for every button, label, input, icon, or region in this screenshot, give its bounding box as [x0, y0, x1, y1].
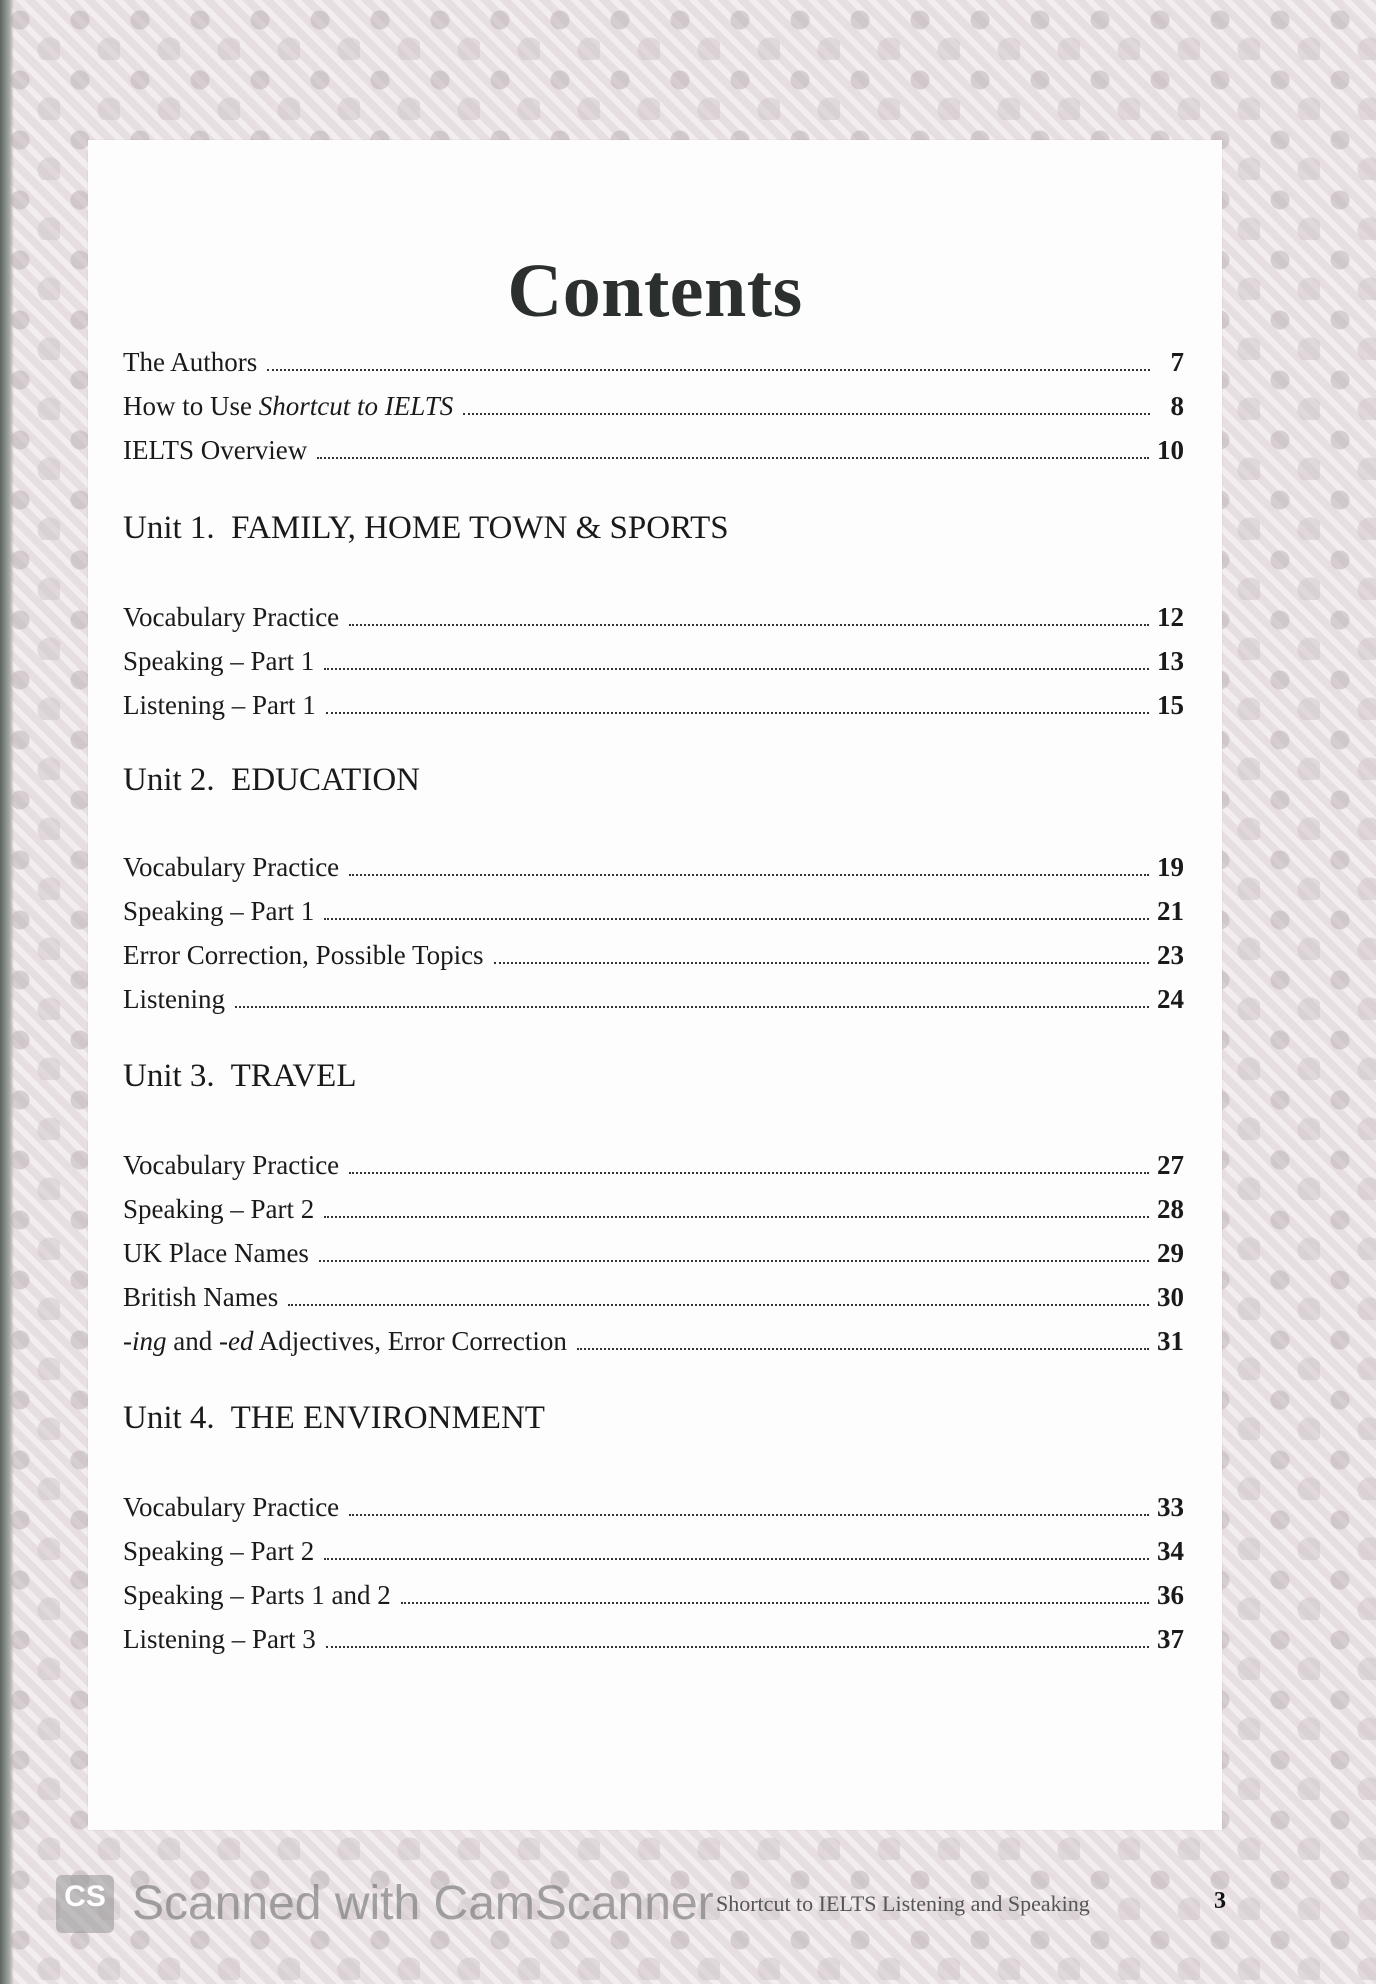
dot-leader	[326, 1645, 1149, 1648]
toc-entry-label: Vocabulary Practice	[123, 602, 340, 632]
toc-page-number: 19	[1157, 852, 1184, 882]
toc-entry-the-authors[interactable]	[123, 347, 1184, 383]
dot-leader	[267, 368, 1150, 371]
toc-entry[interactable]	[123, 1150, 1184, 1186]
toc-entry-label: Vocabulary Practice	[123, 1150, 340, 1180]
dot-leader	[317, 456, 1149, 459]
dot-leader	[326, 711, 1149, 714]
toc-page-number: 27	[1157, 1150, 1184, 1180]
toc-page-number: 8	[1170, 391, 1184, 421]
dot-leader	[288, 1303, 1149, 1306]
unit-name: TRAVEL	[230, 1058, 357, 1094]
dot-leader	[349, 623, 1149, 626]
dot-leader	[235, 1005, 1149, 1008]
italic-suffix: -ed	[218, 1326, 254, 1356]
toc-page-number: 29	[1157, 1238, 1184, 1268]
label-text: How to Use	[123, 391, 259, 421]
toc-entry-label: UK Place Names	[123, 1238, 309, 1268]
unit-name: EDUCATION	[231, 762, 420, 798]
unit-4-heading	[123, 1400, 545, 1437]
unit-2-heading	[123, 762, 420, 799]
toc-entry-label: IELTS Overview	[123, 435, 308, 465]
toc-entry-label: Speaking – Parts 1 and 2	[123, 1580, 391, 1610]
toc-entry[interactable]	[123, 1238, 1184, 1274]
toc-entry[interactable]	[123, 690, 1184, 726]
label-text: and	[166, 1326, 219, 1356]
toc-entry[interactable]	[123, 984, 1184, 1020]
toc-page-number: 24	[1157, 984, 1184, 1014]
unit-1-heading	[123, 510, 729, 547]
toc-page-number: 21	[1157, 896, 1184, 926]
toc-page-number: 34	[1157, 1536, 1184, 1566]
camscanner-watermark: Scanned with CamScanner	[132, 1877, 714, 1930]
contents-panel	[88, 140, 1222, 1830]
unit-3-heading	[123, 1058, 356, 1095]
italic-suffix: -ing	[123, 1326, 167, 1356]
dot-leader	[319, 1259, 1149, 1262]
toc-entry[interactable]	[123, 896, 1184, 932]
toc-page-number: 15	[1157, 690, 1184, 720]
dot-leader	[324, 667, 1149, 670]
toc-entry[interactable]	[123, 1282, 1184, 1318]
toc-page-number: 7	[1170, 347, 1184, 377]
dot-leader	[349, 1513, 1149, 1516]
toc-page-number: 30	[1157, 1282, 1184, 1312]
unit-name: THE ENVIRONMENT	[230, 1400, 545, 1436]
toc-entry-label: Vocabulary Practice	[123, 1492, 340, 1522]
toc-entry[interactable]	[123, 852, 1184, 888]
toc-page-number: 23	[1157, 940, 1184, 970]
toc-page-number: 37	[1157, 1624, 1184, 1654]
dot-leader	[324, 917, 1149, 920]
dot-leader	[349, 1171, 1149, 1174]
toc-entry-label: Error Correction, Possible Topics	[123, 940, 484, 970]
dot-leader	[349, 873, 1149, 876]
dot-leader	[577, 1347, 1149, 1350]
toc-entry[interactable]	[123, 1492, 1184, 1528]
toc-page-number: 10	[1157, 435, 1184, 465]
toc-entry-label	[123, 1326, 577, 1357]
dot-leader	[463, 412, 1150, 415]
unit-number: Unit 1.	[123, 510, 215, 546]
toc-entry-how-to-use[interactable]	[123, 391, 1184, 427]
toc-entry-label: Speaking – Part 2	[123, 1194, 315, 1224]
toc-entry-label: Vocabulary Practice	[123, 852, 340, 882]
toc-entry[interactable]	[123, 1326, 1184, 1362]
toc-entry-label: Listening – Part 3	[123, 1624, 316, 1654]
toc-entry-label: Speaking – Part 2	[123, 1536, 315, 1566]
toc-page-number: 31	[1157, 1326, 1184, 1356]
toc-entry[interactable]	[123, 940, 1184, 976]
toc-entry-label: Speaking – Part 1	[123, 646, 315, 676]
toc-entry-label: Listening – Part 1	[123, 690, 316, 720]
dot-leader	[324, 1557, 1149, 1560]
page-spine-shadow	[0, 0, 14, 1984]
running-footer-title: Shortcut to IELTS Listening and Speaking	[716, 1891, 1090, 1916]
toc-entry[interactable]	[123, 646, 1184, 682]
camscanner-logo-icon: CS	[56, 1875, 114, 1933]
toc-entry[interactable]	[123, 1536, 1184, 1572]
toc-entry-label: Listening	[123, 984, 225, 1014]
unit-number: Unit 2.	[123, 762, 215, 798]
book-title-italic: Shortcut to IELTS	[258, 391, 454, 421]
toc-entry-label: Speaking – Part 1	[123, 896, 315, 926]
toc-entry-label	[123, 391, 463, 422]
toc-entry[interactable]	[123, 602, 1184, 638]
toc-entry-label: British Names	[123, 1282, 279, 1312]
unit-number: Unit 3.	[123, 1058, 215, 1094]
toc-entry-label: The Authors	[123, 347, 258, 377]
toc-entry[interactable]	[123, 1194, 1184, 1230]
unit-number: Unit 4.	[123, 1400, 215, 1436]
unit-name: FAMILY, HOME TOWN & SPORTS	[231, 510, 729, 546]
dot-leader	[401, 1601, 1149, 1604]
toc-entry[interactable]	[123, 1580, 1184, 1616]
page-title: Contents	[507, 249, 803, 333]
toc-entry-ielts-overview[interactable]	[123, 435, 1184, 471]
toc-page-number: 12	[1157, 602, 1184, 632]
toc-page-number: 33	[1157, 1492, 1184, 1522]
label-text: Adjectives, Error Correction	[253, 1326, 567, 1356]
page-number: 3	[1214, 1888, 1226, 1914]
toc-entry[interactable]	[123, 1624, 1184, 1660]
dot-leader	[324, 1215, 1149, 1218]
toc-page-number: 36	[1157, 1580, 1184, 1610]
toc-page-number: 28	[1157, 1194, 1184, 1224]
dot-leader	[494, 961, 1149, 964]
toc-page-number: 13	[1157, 646, 1184, 676]
